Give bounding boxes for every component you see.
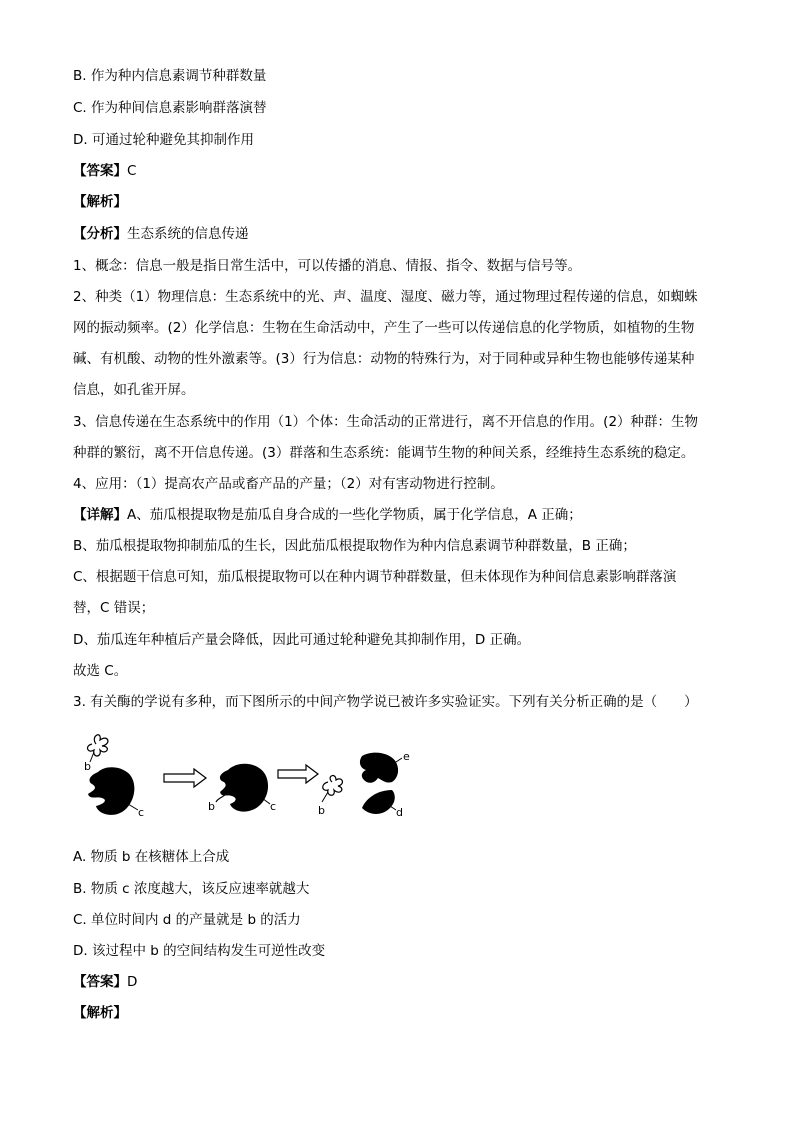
q3-answer-value: D xyxy=(127,974,138,990)
point-line: 种群的繁衍，离不开信息传递。(3）群落和生态系统：能调节生物的种间关系，经维持生态系统的稳定。 xyxy=(73,445,695,461)
q3-answer-line xyxy=(73,973,723,991)
detail-line: D、茄瓜连年种植后产量会降低，因此可通过轮种避免其抑制作用，D 正确。 xyxy=(73,632,531,648)
label-b-2: b xyxy=(208,800,215,813)
point-line: 网的振动频率。(2）化学信息：生物在生命活动中，产生了一些可以传递信息的化学物质，如植物的生物 xyxy=(73,320,695,336)
released-enzyme-b xyxy=(323,776,343,796)
point-line: 4、应用：（1）提高农产品或畜产品的产量；（2）对有害动物进行控制。 xyxy=(73,476,504,492)
option-d: D. 可通过轮种避免其抑制作用 xyxy=(73,132,254,148)
fenxi-tag: 【分析】 xyxy=(73,226,127,242)
detail-line: 替，C 错误； xyxy=(73,600,155,616)
detail-tag: 【详解】 xyxy=(73,507,127,523)
q3-answer-tag: 【答案】 xyxy=(73,974,127,990)
option-c: C. 作为种间信息素影响群落演替 xyxy=(73,100,267,116)
point-line: 3、信息传递在生态系统中的作用（1）个体：生命活动的正常进行，离不开信息的作用。(2）种群：生物 xyxy=(73,414,699,430)
answer-line xyxy=(73,162,723,180)
label-b: b xyxy=(84,760,91,773)
enzyme-b-squiggle xyxy=(88,735,108,756)
label-b-3: b xyxy=(318,804,325,817)
q3-option-a: A. 物质 b 在核糖体上合成 xyxy=(73,849,230,865)
option-b: B. 作为种内信息素调节种群数量 xyxy=(73,68,267,84)
product-e-shape xyxy=(360,753,398,783)
label-c-2: c xyxy=(270,800,277,813)
q3-option-c: C. 单位时间内 d 的产量就是 b 的活力 xyxy=(73,912,301,928)
complex-shape xyxy=(220,764,268,812)
point-line: 碱、有机酸、动物的性外激素等。(3）行为信息：动物的特殊行为，对于同种或异种生物也能够传递某种 xyxy=(73,351,695,367)
substrate-c-shape xyxy=(88,767,134,815)
analysis-tag: 【解析】 xyxy=(73,194,127,210)
detail-line-a: 【详解】A、茄瓜根提取物是茄瓜自身合成的一些化学物质，属于化学信息，A 正确； xyxy=(73,507,582,523)
diagram-svg xyxy=(78,722,418,827)
answer-tag: 【答案】 xyxy=(73,163,127,179)
product-d-shape xyxy=(362,790,395,814)
fenxi-text: 生态系统的信息传递 xyxy=(127,226,249,242)
point-line: 2、种类（1）物理信息：生态系统中的光、声、温度、湿度、磁力等，通过物理过程传递的信息，如蜘蛛 xyxy=(73,289,698,305)
detail-line: C、根据题干信息可知，茄瓜根提取物可以在种内调节种群数量，但未体现作为种间信息素影响群落演 xyxy=(73,569,677,585)
label-d: d xyxy=(396,806,403,819)
enzyme-intermediate-diagram xyxy=(78,722,418,827)
q3-option-b: B. 物质 c 浓度越大，该反应速率就越大 xyxy=(73,881,310,897)
detail-line: B、茄瓜根提取物抑制茄瓜的生长，因此茄瓜根提取物作为种内信息素调节种群数量，B 正确； xyxy=(73,538,636,554)
point-line: 1、概念：信息一般是指日常生活中，可以传播的消息、情报、指令、数据与信号等。 xyxy=(73,258,582,274)
fenxi-line xyxy=(73,225,723,243)
point-line: 信息，如孔雀开屏。 xyxy=(73,382,195,398)
arrow-1 xyxy=(164,769,206,787)
q3-option-d: D. 该过程中 b 的空间结构发生可逆性改变 xyxy=(73,943,326,959)
question-3-stem: 3. 有关酶的学说有多种，而下图所示的中间产物学说已被许多实验证实。下列有关分析正确的是（ ） xyxy=(73,694,698,710)
label-c: c xyxy=(138,806,145,819)
q3-analysis-tag: 【解析】 xyxy=(73,1005,127,1021)
answer-value: C xyxy=(127,163,137,179)
label-e: e xyxy=(403,750,410,763)
arrow-2 xyxy=(278,765,318,783)
detail-line: 故选 C。 xyxy=(73,663,128,679)
